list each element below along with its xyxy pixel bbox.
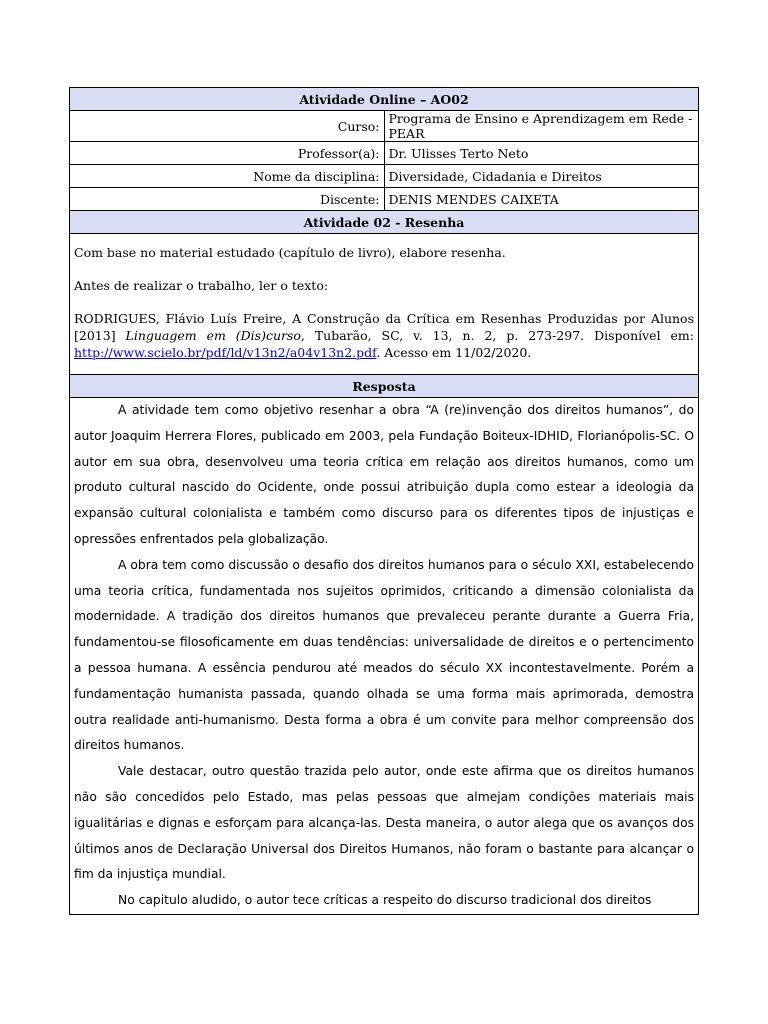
reference-authors: RODRIGUES, Flávio Luís Freire, A Construção da Crítica em Resenhas Produzidas por Alunos [2013] — [74, 311, 694, 343]
activity-instructions — [70, 234, 699, 375]
course-value: Programa de Ensino e Aprendizagem em Rede - PEAR — [384, 111, 699, 142]
activity-title: Atividade 02 - Resenha — [70, 211, 699, 234]
reference-access-date: . Acesso em 11/02/2020. — [376, 345, 532, 360]
reference-journal: Linguagem em (Dis)curso — [125, 328, 301, 343]
field-row-discipline — [70, 165, 699, 188]
reference-link[interactable]: http://www.scielo.br/pdf/ld/v13n2/a04v13n2.pdf — [74, 345, 377, 360]
field-row-professor — [70, 142, 699, 165]
professor-value: Dr. Ulisses Terto Neto — [384, 142, 699, 165]
student-label: Discente: — [70, 188, 385, 211]
discipline-label: Nome da disciplina: — [70, 165, 385, 188]
instruction-text: Com base no material estudado (capítulo de livro), elabore resenha. — [74, 245, 506, 260]
response-body — [70, 398, 699, 915]
student-value: DENIS MENDES CAIXETA — [384, 188, 699, 211]
response-paragraph: A atividade tem como objetivo resenhar a obra “A (re)invenção dos direitos humanos”, do autor Joaquim Herrera Flores, publicado em 2003, pela Fundação Boiteux-IDHID, Florianópolis-SC. O autor em sua obra, desenvolveu uma teoria crítica em relação aos direitos humanos, como um produto cultural nascido do Ocidente, onde possui atribuição dupla como estear a ideologia da expansão cultural colonialista e também como discurso para os diferentes tipos de injustiças e opressões enfrentados pela globalização. — [74, 403, 694, 546]
field-row-student — [70, 188, 699, 211]
response-title: Resposta — [70, 375, 699, 398]
course-label: Curso: — [70, 111, 385, 142]
activity-form-table — [69, 87, 699, 915]
response-paragraph: A obra tem como discussão o desafio dos direitos humanos para o século XXI, estabelecendo uma teoria crítica, fundamentada nos sujeitos oprimidos, criticando a dimensão colonialista da modernidade. A tradição dos direitos humanos que prevaleceu perante durante a Guerra Fria, fundamentou-se filosoficamente em duas tendências: universalidade de direitos e o pertencimento a pessoa humana. A essência pendurou até meados do século XX incontestavelmente. Porém a fundamentação humanista passada, quando olhada se uma forma mais aprimorada, demostra outra realidade anti-humanismo. Desta forma a obra é um convite para melhor compreensão dos direitos humanos. — [74, 557, 694, 753]
response-paragraph: Vale destacar, outro questão trazida pelo autor, onde este afirma que os direitos humanos não são concedidos pelo Estado, mas pelas pessoas que almejam condições materiais mais igualitárias e dignas e esforçam para alcança-las. Desta maneira, o autor alega que os avanços dos últimos anos de Declaração Universal dos Direitos Humanos, não foram o bastante para alcançar o fim da injustiça mundial. — [74, 764, 694, 882]
reference-details: , Tubarão, SC, v. 13, n. 2, p. 273-297. Disponível em: — [300, 328, 694, 343]
response-paragraph: No capitulo aludido, o autor tece críticas a respeito do discurso tradicional dos direitos — [118, 893, 652, 908]
professor-label: Professor(a): — [70, 142, 385, 165]
reference-citation — [74, 310, 694, 361]
form-title: Atividade Online – AO02 — [70, 88, 699, 111]
discipline-value: Diversidade, Cidadania e Direitos — [384, 165, 699, 188]
pre-reading-text: Antes de realizar o trabalho, ler o texto: — [74, 278, 329, 293]
field-row-course — [70, 111, 699, 142]
